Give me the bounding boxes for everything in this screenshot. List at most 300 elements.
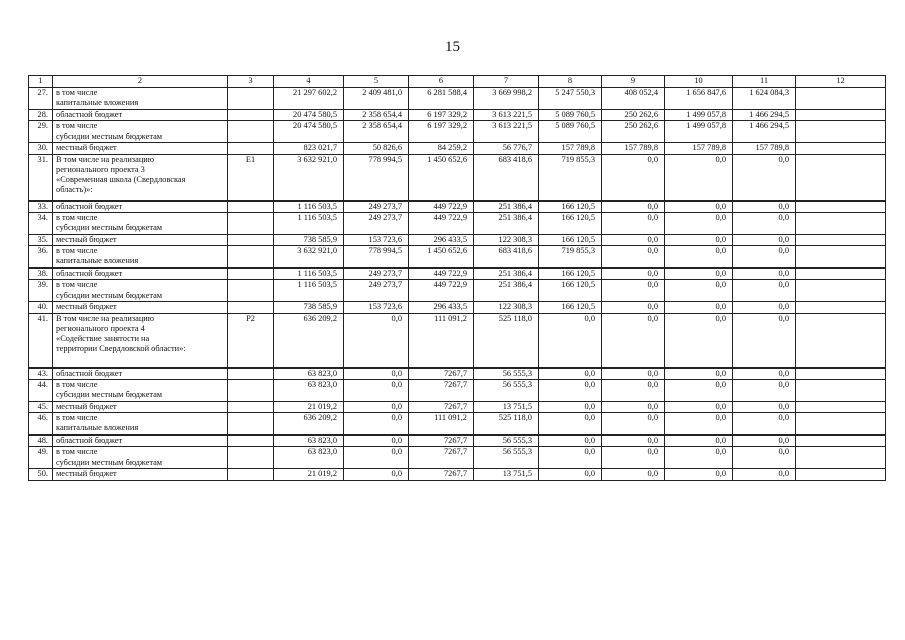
value-cell: 0,0 bbox=[344, 447, 409, 469]
row-name-line: областной бюджет bbox=[56, 110, 123, 119]
value-cell: 0,0 bbox=[602, 212, 665, 234]
table-row bbox=[29, 201, 886, 213]
row-name bbox=[53, 212, 228, 234]
value-cell: 0,0 bbox=[665, 268, 733, 280]
value-cell: 719 855,3 bbox=[539, 246, 602, 269]
value-cell: 5 247 550,3 bbox=[539, 88, 602, 110]
value-cell: 0,0 bbox=[733, 379, 796, 401]
value-cell: 0,0 bbox=[602, 368, 665, 380]
value-cell: 20 474 580,5 bbox=[274, 110, 344, 121]
row-name-line: областной бюджет bbox=[56, 368, 123, 378]
row-code bbox=[228, 379, 274, 401]
row-name-line: в том числе bbox=[56, 88, 98, 97]
value-cell: 0,0 bbox=[733, 413, 796, 436]
row-name bbox=[53, 401, 228, 412]
value-cell: 63 823,0 bbox=[274, 379, 344, 401]
value-cell: 251 386,4 bbox=[474, 201, 539, 213]
value-cell: 63 823,0 bbox=[274, 435, 344, 447]
row-number: 46. bbox=[29, 413, 53, 436]
value-cell: 0,0 bbox=[539, 379, 602, 401]
row-name-line: территории Свердловской области»: bbox=[56, 344, 186, 354]
row-name bbox=[53, 121, 228, 143]
value-cell: 0,0 bbox=[539, 469, 602, 480]
value-cell: 0,0 bbox=[602, 401, 665, 412]
row-name-line: областной бюджет bbox=[56, 201, 123, 211]
value-cell: 157 789,8 bbox=[602, 143, 665, 154]
value-cell: 0,0 bbox=[733, 212, 796, 234]
table-row bbox=[29, 469, 886, 480]
table-row bbox=[29, 379, 886, 401]
header-cell: 8 bbox=[539, 76, 602, 88]
table-row bbox=[29, 447, 886, 469]
row-name bbox=[53, 302, 228, 313]
header-cell: 2 bbox=[53, 76, 228, 88]
value-cell: 0,0 bbox=[665, 368, 733, 380]
row-name bbox=[53, 234, 228, 245]
value-cell: 719 855,3 bbox=[539, 154, 602, 201]
row-code bbox=[228, 143, 274, 154]
table-row bbox=[29, 246, 886, 269]
value-cell: 0,0 bbox=[539, 368, 602, 380]
value-cell: 525 118,0 bbox=[474, 313, 539, 368]
value-cell: 157 789,8 bbox=[539, 143, 602, 154]
value-cell: 7267,7 bbox=[409, 435, 474, 447]
row-number: 39. bbox=[29, 280, 53, 302]
row-name bbox=[53, 469, 228, 480]
value-cell: 1 116 503,5 bbox=[274, 201, 344, 213]
value-cell: 0,0 bbox=[602, 246, 665, 269]
value-cell: 0,0 bbox=[733, 234, 796, 245]
row-name-line: капитальные вложения bbox=[56, 98, 139, 108]
value-cell: 3 613 221,5 bbox=[474, 110, 539, 121]
row-name-line: областной бюджет bbox=[56, 269, 123, 278]
row-name-line: местный бюджет bbox=[56, 469, 117, 479]
row-code bbox=[228, 121, 274, 143]
row-name bbox=[53, 88, 228, 110]
value-cell: 449 722,9 bbox=[409, 268, 474, 280]
value-cell: 251 386,4 bbox=[474, 268, 539, 280]
row-name bbox=[53, 368, 228, 380]
value-cell: 166 120,5 bbox=[539, 234, 602, 245]
header-cell: 1 bbox=[29, 76, 53, 88]
row-name bbox=[53, 110, 228, 121]
row-code bbox=[228, 246, 274, 269]
value-cell: 0,0 bbox=[665, 313, 733, 368]
value-cell: 823 021,7 bbox=[274, 143, 344, 154]
row-name bbox=[53, 201, 228, 213]
row-name bbox=[53, 413, 228, 436]
value-cell: 0,0 bbox=[602, 447, 665, 469]
empty-cell bbox=[796, 280, 886, 302]
table-row bbox=[29, 88, 886, 110]
table-row bbox=[29, 280, 886, 302]
row-name-line: В том числе на реализацию bbox=[56, 313, 155, 323]
row-code: E1 bbox=[228, 154, 274, 201]
value-cell: 7267,7 bbox=[409, 447, 474, 469]
value-cell: 153 723,6 bbox=[344, 302, 409, 313]
value-cell: 778 994,5 bbox=[344, 154, 409, 201]
value-cell: 0,0 bbox=[602, 313, 665, 368]
row-code bbox=[228, 413, 274, 436]
value-cell: 0,0 bbox=[665, 379, 733, 401]
empty-cell bbox=[796, 368, 886, 380]
row-number: 28. bbox=[29, 110, 53, 121]
empty-cell bbox=[796, 469, 886, 480]
row-name bbox=[53, 143, 228, 154]
row-name-line: субсидии местным бюджетам bbox=[56, 131, 163, 141]
value-cell: 0,0 bbox=[602, 413, 665, 436]
value-cell: 21 019,2 bbox=[274, 469, 344, 480]
row-name bbox=[53, 154, 228, 201]
header-cell: 12 bbox=[796, 76, 886, 88]
row-name bbox=[53, 268, 228, 280]
header-cell: 11 bbox=[733, 76, 796, 88]
row-name-line: субсидии местным бюджетам bbox=[56, 390, 163, 399]
value-cell: 166 120,5 bbox=[539, 302, 602, 313]
header-cell: 4 bbox=[274, 76, 344, 88]
row-name-line: субсидии местным бюджетам bbox=[56, 457, 163, 467]
value-cell: 0,0 bbox=[602, 435, 665, 447]
value-cell: 449 722,9 bbox=[409, 280, 474, 302]
table-row bbox=[29, 302, 886, 313]
value-cell: 7267,7 bbox=[409, 469, 474, 480]
value-cell: 122 308,3 bbox=[474, 234, 539, 245]
value-cell: 0,0 bbox=[665, 246, 733, 269]
empty-cell bbox=[796, 88, 886, 110]
value-cell: 0,0 bbox=[665, 280, 733, 302]
value-cell: 6 197 329,2 bbox=[409, 110, 474, 121]
value-cell: 249 273,7 bbox=[344, 212, 409, 234]
table-body bbox=[29, 76, 886, 481]
table-row bbox=[29, 313, 886, 368]
value-cell: 153 723,6 bbox=[344, 234, 409, 245]
header-cell: 10 bbox=[665, 76, 733, 88]
value-cell: 0,0 bbox=[733, 268, 796, 280]
value-cell: 1 656 847,6 bbox=[665, 88, 733, 110]
value-cell: 0,0 bbox=[665, 435, 733, 447]
value-cell: 21 297 602,2 bbox=[274, 88, 344, 110]
row-number: 33. bbox=[29, 201, 53, 213]
value-cell: 0,0 bbox=[344, 401, 409, 412]
empty-cell bbox=[796, 121, 886, 143]
value-cell: 0,0 bbox=[665, 302, 733, 313]
header-cell: 6 bbox=[409, 76, 474, 88]
value-cell: 0,0 bbox=[539, 401, 602, 412]
row-name-line: субсидии местным бюджетам bbox=[56, 290, 163, 300]
value-cell: 6 281 588,4 bbox=[409, 88, 474, 110]
row-number: 41. bbox=[29, 313, 53, 368]
row-code bbox=[228, 268, 274, 280]
value-cell: 0,0 bbox=[733, 469, 796, 480]
row-name-line: областной бюджет bbox=[56, 436, 123, 445]
value-cell: 249 273,7 bbox=[344, 268, 409, 280]
value-cell: 56 555,3 bbox=[474, 379, 539, 401]
row-number: 50. bbox=[29, 469, 53, 480]
row-number: 48. bbox=[29, 435, 53, 447]
row-number: 31. bbox=[29, 154, 53, 201]
value-cell: 2 358 654,4 bbox=[344, 121, 409, 143]
header-cell: 9 bbox=[602, 76, 665, 88]
row-name-line: «Содействие занятости на bbox=[56, 334, 150, 343]
value-cell: 13 751,5 bbox=[474, 401, 539, 412]
value-cell: 0,0 bbox=[733, 246, 796, 269]
empty-cell bbox=[796, 212, 886, 234]
value-cell: 0,0 bbox=[344, 469, 409, 480]
row-name-line: субсидии местным бюджетам bbox=[56, 223, 163, 232]
value-cell: 0,0 bbox=[733, 313, 796, 368]
value-cell: 166 120,5 bbox=[539, 201, 602, 213]
value-cell: 251 386,4 bbox=[474, 280, 539, 302]
value-cell: 0,0 bbox=[665, 401, 733, 412]
row-name-line: капитальные вложения bbox=[56, 423, 139, 433]
empty-cell bbox=[796, 246, 886, 269]
value-cell: 1 466 294,5 bbox=[733, 121, 796, 143]
row-number: 38. bbox=[29, 268, 53, 280]
value-cell: 1 624 084,3 bbox=[733, 88, 796, 110]
value-cell: 0,0 bbox=[665, 413, 733, 436]
value-cell: 0,0 bbox=[665, 154, 733, 201]
value-cell: 250 262,6 bbox=[602, 110, 665, 121]
value-cell: 122 308,3 bbox=[474, 302, 539, 313]
row-number: 34. bbox=[29, 212, 53, 234]
value-cell: 636 209,2 bbox=[274, 313, 344, 368]
value-cell: 2 409 481,0 bbox=[344, 88, 409, 110]
table-row bbox=[29, 234, 886, 245]
table-row bbox=[29, 435, 886, 447]
value-cell: 166 120,5 bbox=[539, 212, 602, 234]
value-cell: 0,0 bbox=[602, 379, 665, 401]
row-number: 35. bbox=[29, 234, 53, 245]
value-cell: 166 120,5 bbox=[539, 268, 602, 280]
value-cell: 249 273,7 bbox=[344, 201, 409, 213]
value-cell: 449 722,9 bbox=[409, 201, 474, 213]
value-cell: 21 019,2 bbox=[274, 401, 344, 412]
value-cell: 0,0 bbox=[733, 435, 796, 447]
value-cell: 0,0 bbox=[733, 302, 796, 313]
value-cell: 1 466 294,5 bbox=[733, 110, 796, 121]
row-number: 40. bbox=[29, 302, 53, 313]
value-cell: 1 499 057,8 bbox=[665, 121, 733, 143]
row-number: 29. bbox=[29, 121, 53, 143]
page-number: 15 bbox=[445, 39, 460, 55]
row-code bbox=[228, 110, 274, 121]
value-cell: 525 118,0 bbox=[474, 413, 539, 436]
value-cell: 1 116 503,5 bbox=[274, 212, 344, 234]
value-cell: 0,0 bbox=[733, 447, 796, 469]
table-row bbox=[29, 401, 886, 412]
row-number: 45. bbox=[29, 401, 53, 412]
value-cell: 7267,7 bbox=[409, 368, 474, 380]
value-cell: 20 474 580,5 bbox=[274, 121, 344, 143]
empty-cell bbox=[796, 154, 886, 201]
value-cell: 1 116 503,5 bbox=[274, 268, 344, 280]
row-name-line: в том числе bbox=[56, 413, 98, 422]
row-name-line: в том числе bbox=[56, 212, 98, 222]
row-number: 49. bbox=[29, 447, 53, 469]
value-cell: 1 499 057,8 bbox=[665, 110, 733, 121]
value-cell: 5 089 760,5 bbox=[539, 121, 602, 143]
value-cell: 0,0 bbox=[733, 368, 796, 380]
table-row bbox=[29, 121, 886, 143]
value-cell: 0,0 bbox=[344, 379, 409, 401]
row-name-line: местный бюджет bbox=[56, 401, 117, 411]
row-code bbox=[228, 302, 274, 313]
table-row bbox=[29, 143, 886, 154]
value-cell: 0,0 bbox=[733, 201, 796, 213]
row-code: P2 bbox=[228, 313, 274, 368]
row-number: 44. bbox=[29, 379, 53, 401]
value-cell: 0,0 bbox=[602, 280, 665, 302]
value-cell: 296 433,5 bbox=[409, 234, 474, 245]
row-code bbox=[228, 88, 274, 110]
row-number: 30. bbox=[29, 143, 53, 154]
value-cell: 408 052,4 bbox=[602, 88, 665, 110]
row-name-line: «Современная школа (Свердловская bbox=[56, 175, 186, 184]
value-cell: 13 751,5 bbox=[474, 469, 539, 480]
row-name-line: в том числе bbox=[56, 246, 98, 255]
row-code bbox=[228, 212, 274, 234]
row-name-line: регионального проекта 3 bbox=[56, 164, 145, 174]
table-row bbox=[29, 413, 886, 436]
row-code bbox=[228, 234, 274, 245]
value-cell: 0,0 bbox=[733, 154, 796, 201]
value-cell: 63 823,0 bbox=[274, 447, 344, 469]
row-name bbox=[53, 447, 228, 469]
row-name-line: в том числе bbox=[56, 379, 98, 389]
empty-cell bbox=[796, 413, 886, 436]
value-cell: 84 259,2 bbox=[409, 143, 474, 154]
header-cell: 3 bbox=[228, 76, 274, 88]
value-cell: 0,0 bbox=[344, 368, 409, 380]
value-cell: 0,0 bbox=[344, 413, 409, 436]
table-row bbox=[29, 368, 886, 380]
row-code bbox=[228, 435, 274, 447]
value-cell: 3 669 998,2 bbox=[474, 88, 539, 110]
row-code bbox=[228, 201, 274, 213]
value-cell: 0,0 bbox=[665, 212, 733, 234]
row-number: 43. bbox=[29, 368, 53, 380]
row-code bbox=[228, 401, 274, 412]
row-name-line: в том числе bbox=[56, 280, 98, 290]
row-name-line: область)»: bbox=[56, 185, 93, 195]
value-cell: 2 358 654,4 bbox=[344, 110, 409, 121]
value-cell: 56 776,7 bbox=[474, 143, 539, 154]
value-cell: 56 555,3 bbox=[474, 447, 539, 469]
value-cell: 3 632 921,0 bbox=[274, 154, 344, 201]
row-code bbox=[228, 447, 274, 469]
value-cell: 0,0 bbox=[665, 469, 733, 480]
value-cell: 636 209,2 bbox=[274, 413, 344, 436]
value-cell: 449 722,9 bbox=[409, 212, 474, 234]
row-name bbox=[53, 313, 228, 368]
row-number: 36. bbox=[29, 246, 53, 269]
value-cell: 683 418,6 bbox=[474, 246, 539, 269]
value-cell: 7267,7 bbox=[409, 401, 474, 412]
value-cell: 738 585,9 bbox=[274, 234, 344, 245]
value-cell: 157 789,8 bbox=[665, 143, 733, 154]
value-cell: 111 091,2 bbox=[409, 313, 474, 368]
row-name bbox=[53, 435, 228, 447]
row-name-line: В том числе на реализацию bbox=[56, 154, 155, 164]
value-cell: 0,0 bbox=[665, 201, 733, 213]
value-cell: 3 613 221,5 bbox=[474, 121, 539, 143]
empty-cell bbox=[796, 234, 886, 245]
empty-cell bbox=[796, 201, 886, 213]
empty-cell bbox=[796, 313, 886, 368]
header-row bbox=[29, 76, 886, 88]
value-cell: 3 632 921,0 bbox=[274, 246, 344, 269]
value-cell: 0,0 bbox=[539, 447, 602, 469]
row-name-line: капитальные вложения bbox=[56, 256, 139, 266]
table-row bbox=[29, 110, 886, 121]
value-cell: 63 823,0 bbox=[274, 368, 344, 380]
value-cell: 249 273,7 bbox=[344, 280, 409, 302]
value-cell: 0,0 bbox=[539, 313, 602, 368]
row-name-line: в том числе bbox=[56, 121, 98, 131]
value-cell: 683 418,6 bbox=[474, 154, 539, 201]
row-code bbox=[228, 368, 274, 380]
value-cell: 0,0 bbox=[665, 447, 733, 469]
value-cell: 0,0 bbox=[602, 469, 665, 480]
value-cell: 1 450 652,6 bbox=[409, 246, 474, 269]
value-cell: 0,0 bbox=[344, 435, 409, 447]
table-row bbox=[29, 268, 886, 280]
empty-cell bbox=[796, 401, 886, 412]
header-cell: 5 bbox=[344, 76, 409, 88]
value-cell: 778 994,5 bbox=[344, 246, 409, 269]
empty-cell bbox=[796, 268, 886, 280]
value-cell: 166 120,5 bbox=[539, 280, 602, 302]
value-cell: 0,0 bbox=[602, 302, 665, 313]
value-cell: 157 789,8 bbox=[733, 143, 796, 154]
value-cell: 50 826,6 bbox=[344, 143, 409, 154]
row-name-line: в том числе bbox=[56, 447, 98, 457]
empty-cell bbox=[796, 110, 886, 121]
value-cell: 0,0 bbox=[733, 401, 796, 412]
value-cell: 250 262,6 bbox=[602, 121, 665, 143]
value-cell: 56 555,3 bbox=[474, 368, 539, 380]
row-name-line: местный бюджет bbox=[56, 234, 117, 244]
value-cell: 0,0 bbox=[665, 234, 733, 245]
header-cell: 7 bbox=[474, 76, 539, 88]
empty-cell bbox=[796, 143, 886, 154]
value-cell: 0,0 bbox=[602, 234, 665, 245]
row-name-line: местный бюджет bbox=[56, 302, 117, 312]
row-name bbox=[53, 379, 228, 401]
row-name bbox=[53, 280, 228, 302]
value-cell: 0,0 bbox=[602, 201, 665, 213]
value-cell: 111 091,2 bbox=[409, 413, 474, 436]
row-name-line: местный бюджет bbox=[56, 143, 117, 153]
value-cell: 5 089 760,5 bbox=[539, 110, 602, 121]
row-name-line: регионального проекта 4 bbox=[56, 323, 145, 333]
row-code bbox=[228, 280, 274, 302]
row-code bbox=[228, 469, 274, 480]
value-cell: 1 450 652,6 bbox=[409, 154, 474, 201]
value-cell: 296 433,5 bbox=[409, 302, 474, 313]
value-cell: 0,0 bbox=[733, 280, 796, 302]
empty-cell bbox=[796, 435, 886, 447]
budget-table bbox=[28, 75, 886, 481]
value-cell: 0,0 bbox=[602, 154, 665, 201]
value-cell: 251 386,4 bbox=[474, 212, 539, 234]
value-cell: 56 555,3 bbox=[474, 435, 539, 447]
row-number: 27. bbox=[29, 88, 53, 110]
empty-cell bbox=[796, 379, 886, 401]
value-cell: 0,0 bbox=[602, 268, 665, 280]
row-name bbox=[53, 246, 228, 269]
value-cell: 0,0 bbox=[539, 435, 602, 447]
